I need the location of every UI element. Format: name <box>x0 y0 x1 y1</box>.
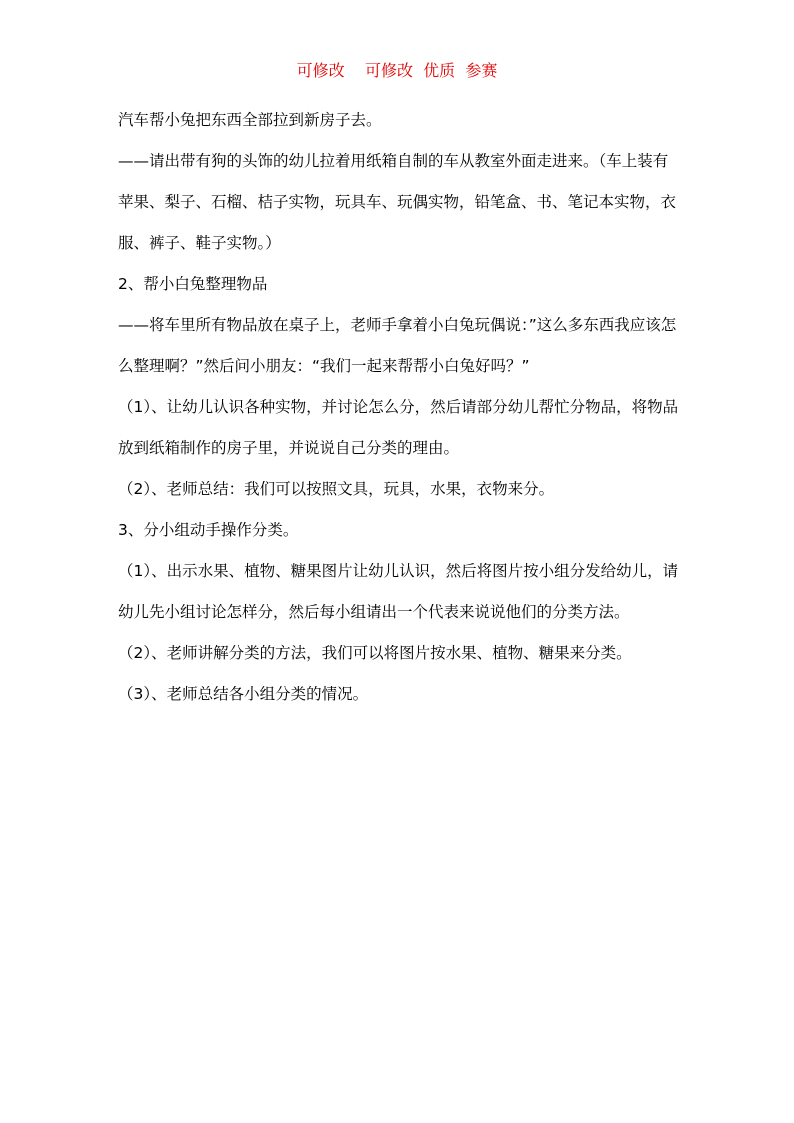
document-body <box>118 100 680 715</box>
paragraph-6: （2）、老师总结：我们可以按照文具，玩具，水果，衣物来分。 <box>118 480 555 498</box>
paragraph-7: 3、分小组动手操作分类。 <box>118 521 299 539</box>
paragraph-10: （3）、老师总结各小组分类的情况。 <box>118 685 369 703</box>
paragraph-9: （2）、老师讲解分类的方法，我们可以将图片按水果、植物、糖果来分类。 <box>118 644 632 662</box>
page-header: 可修改 可修改 优质 参赛 <box>296 61 498 80</box>
paragraph-2: ——请出带有狗的头饰的幼儿拉着用纸箱自制的车从教室外面走进来。（车上装有苹果、梨子、石榴、桔子实物，玩具车、玩偶实物，铅笔盒、书、笔记本实物，衣服、裤子、鞋子实物。） <box>118 152 677 252</box>
paragraph-8: （1）、出示水果、植物、糖果图片让幼儿认识，然后将图片按小组分发给幼儿，请幼儿先小组讨论怎样分，然后每小组请出一个代表来说说他们的分类方法。 <box>118 562 679 621</box>
paragraph-3: 2、帮小白兔整理物品 <box>118 275 268 293</box>
paragraph-4: ——将车里所有物品放在桌子上，老师手拿着小白兔玩偶说：”这么多东西我应该怎么整理啊？”然后问小朋友：“我们一起来帮帮小白兔好吗？” <box>118 316 677 375</box>
paragraph-1: 汽车帮小兔把东西全部拉到新房子去。 <box>118 111 382 129</box>
paragraph-5: （1）、让幼儿认识各种实物，并讨论怎么分，然后请部分幼儿帮忙分物品，将物品放到纸箱制作的房子里，并说说自己分类的理由。 <box>118 398 679 457</box>
